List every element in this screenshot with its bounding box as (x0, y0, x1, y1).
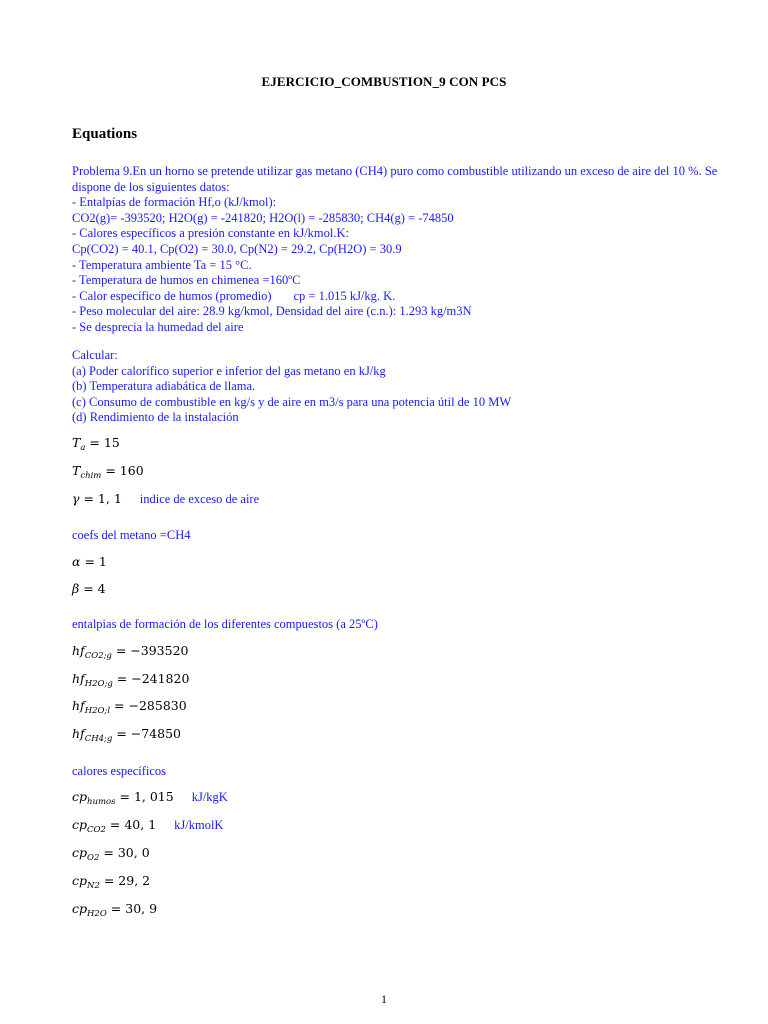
coefs-label: coefs del metano =CH4 (72, 528, 191, 542)
equation-cp-humos: $cp_{humos} = 1$, 015 kJ/kgK (72, 789, 228, 807)
problem-line: Problema 9.En un horno se pretende utilizar gas metano (CH4) puro como combustible utilizando un exceso de aire del 10 %. Se dispone de los siguientes datos: (72, 164, 718, 194)
calores-label: calores específicos (72, 764, 167, 778)
calcular-item: (b) Temperatura adiabática de llama. (72, 379, 256, 394)
equation-hf-ch4: $hf_{CH4;g} = -74850$ (72, 726, 181, 744)
problem-line: - Peso molecular del aire: 28.9 kg/kmol, Densidad del aire (c.n.): 1.293 kg/m3N (72, 304, 472, 319)
equation-cp-o2: $cp_{O2} = 30$, 0 (72, 845, 150, 863)
problem-line: - Calores específicos a presión constante en kJ/kmol.K: (72, 226, 350, 241)
unit-label: kJ/kgK (191, 790, 228, 804)
problem-line: - Entalpías de formación Hf,o (kJ/kmol): (72, 195, 277, 210)
problem-line: - Se desprecia la humedad del aire (72, 319, 244, 334)
calcular-item: (c) Consumo de combustible en kg/s y de aire en m3/s para una potencia útil de 10 MW (72, 394, 512, 409)
equation-gamma: γ = 1, 1 indice de exceso de aire (72, 491, 260, 506)
problem-line: - Temperatura ambiente Ta = 15 °C. (72, 257, 252, 272)
problem-line: CO2(g)= -393520; H2O(g) = -241820; H2O(l) = -285830; CH4(g) = -74850 (72, 210, 454, 225)
equation-ta: $T_a = 15$ (72, 435, 120, 453)
gamma-note: indice de exceso de aire (139, 492, 260, 506)
equation-beta: β = 4 (72, 581, 106, 596)
calcular-item: (d) Rendimiento de la instalación (72, 410, 239, 425)
equation-hf-h2ol: $hf_{H2O;l} = -285830$ (72, 698, 187, 716)
problem-line: Cp(CO2) = 40.1, Cp(O2) = 30.0, Cp(N2) = 29.2, Cp(H2O) = 30.9 (72, 241, 402, 256)
page-number: 1 (381, 992, 387, 1006)
problem-line: - Temperatura de humos en chimenea =160ºC (72, 273, 301, 288)
problem-statement (72, 164, 722, 336)
calcular-label: Calcular: (72, 348, 118, 362)
section-heading: Equations (72, 126, 138, 142)
calcular-list (72, 348, 722, 426)
equation-cp-h2o: $cp_{H2O} = 30$, 9 (72, 901, 158, 919)
calcular-item: (a) Poder calorífico superior e inferior del gas metano en kJ/kg (72, 363, 386, 378)
unit-label: kJ/kmolK (174, 818, 224, 832)
equation-hf-co2: $hf_{CO2;g} = -393520$ (72, 643, 189, 661)
equation-alpha: α = 1 (72, 554, 107, 569)
document-title: EJERCICIO_COMBUSTION_9 CON PCS (261, 74, 507, 89)
entalpias-label: entalpias de formación de los diferentes compuestos (a 25ºC) (72, 617, 378, 631)
equation-hf-h2og: $hf_{H2O;g} = -241820$ (72, 671, 190, 689)
equation-cp-n2: $cp_{N2} = 29$, 2 (72, 873, 151, 891)
equation-cp-co2: $cp_{CO2} = 40$, 1 kJ/kmolK (72, 817, 224, 835)
equation-tchim: $T_{chim} = 160$ (72, 463, 144, 481)
problem-line: - Calor específico de humos (promedio) cp = 1.015 kJ/kg. K. (72, 288, 396, 303)
